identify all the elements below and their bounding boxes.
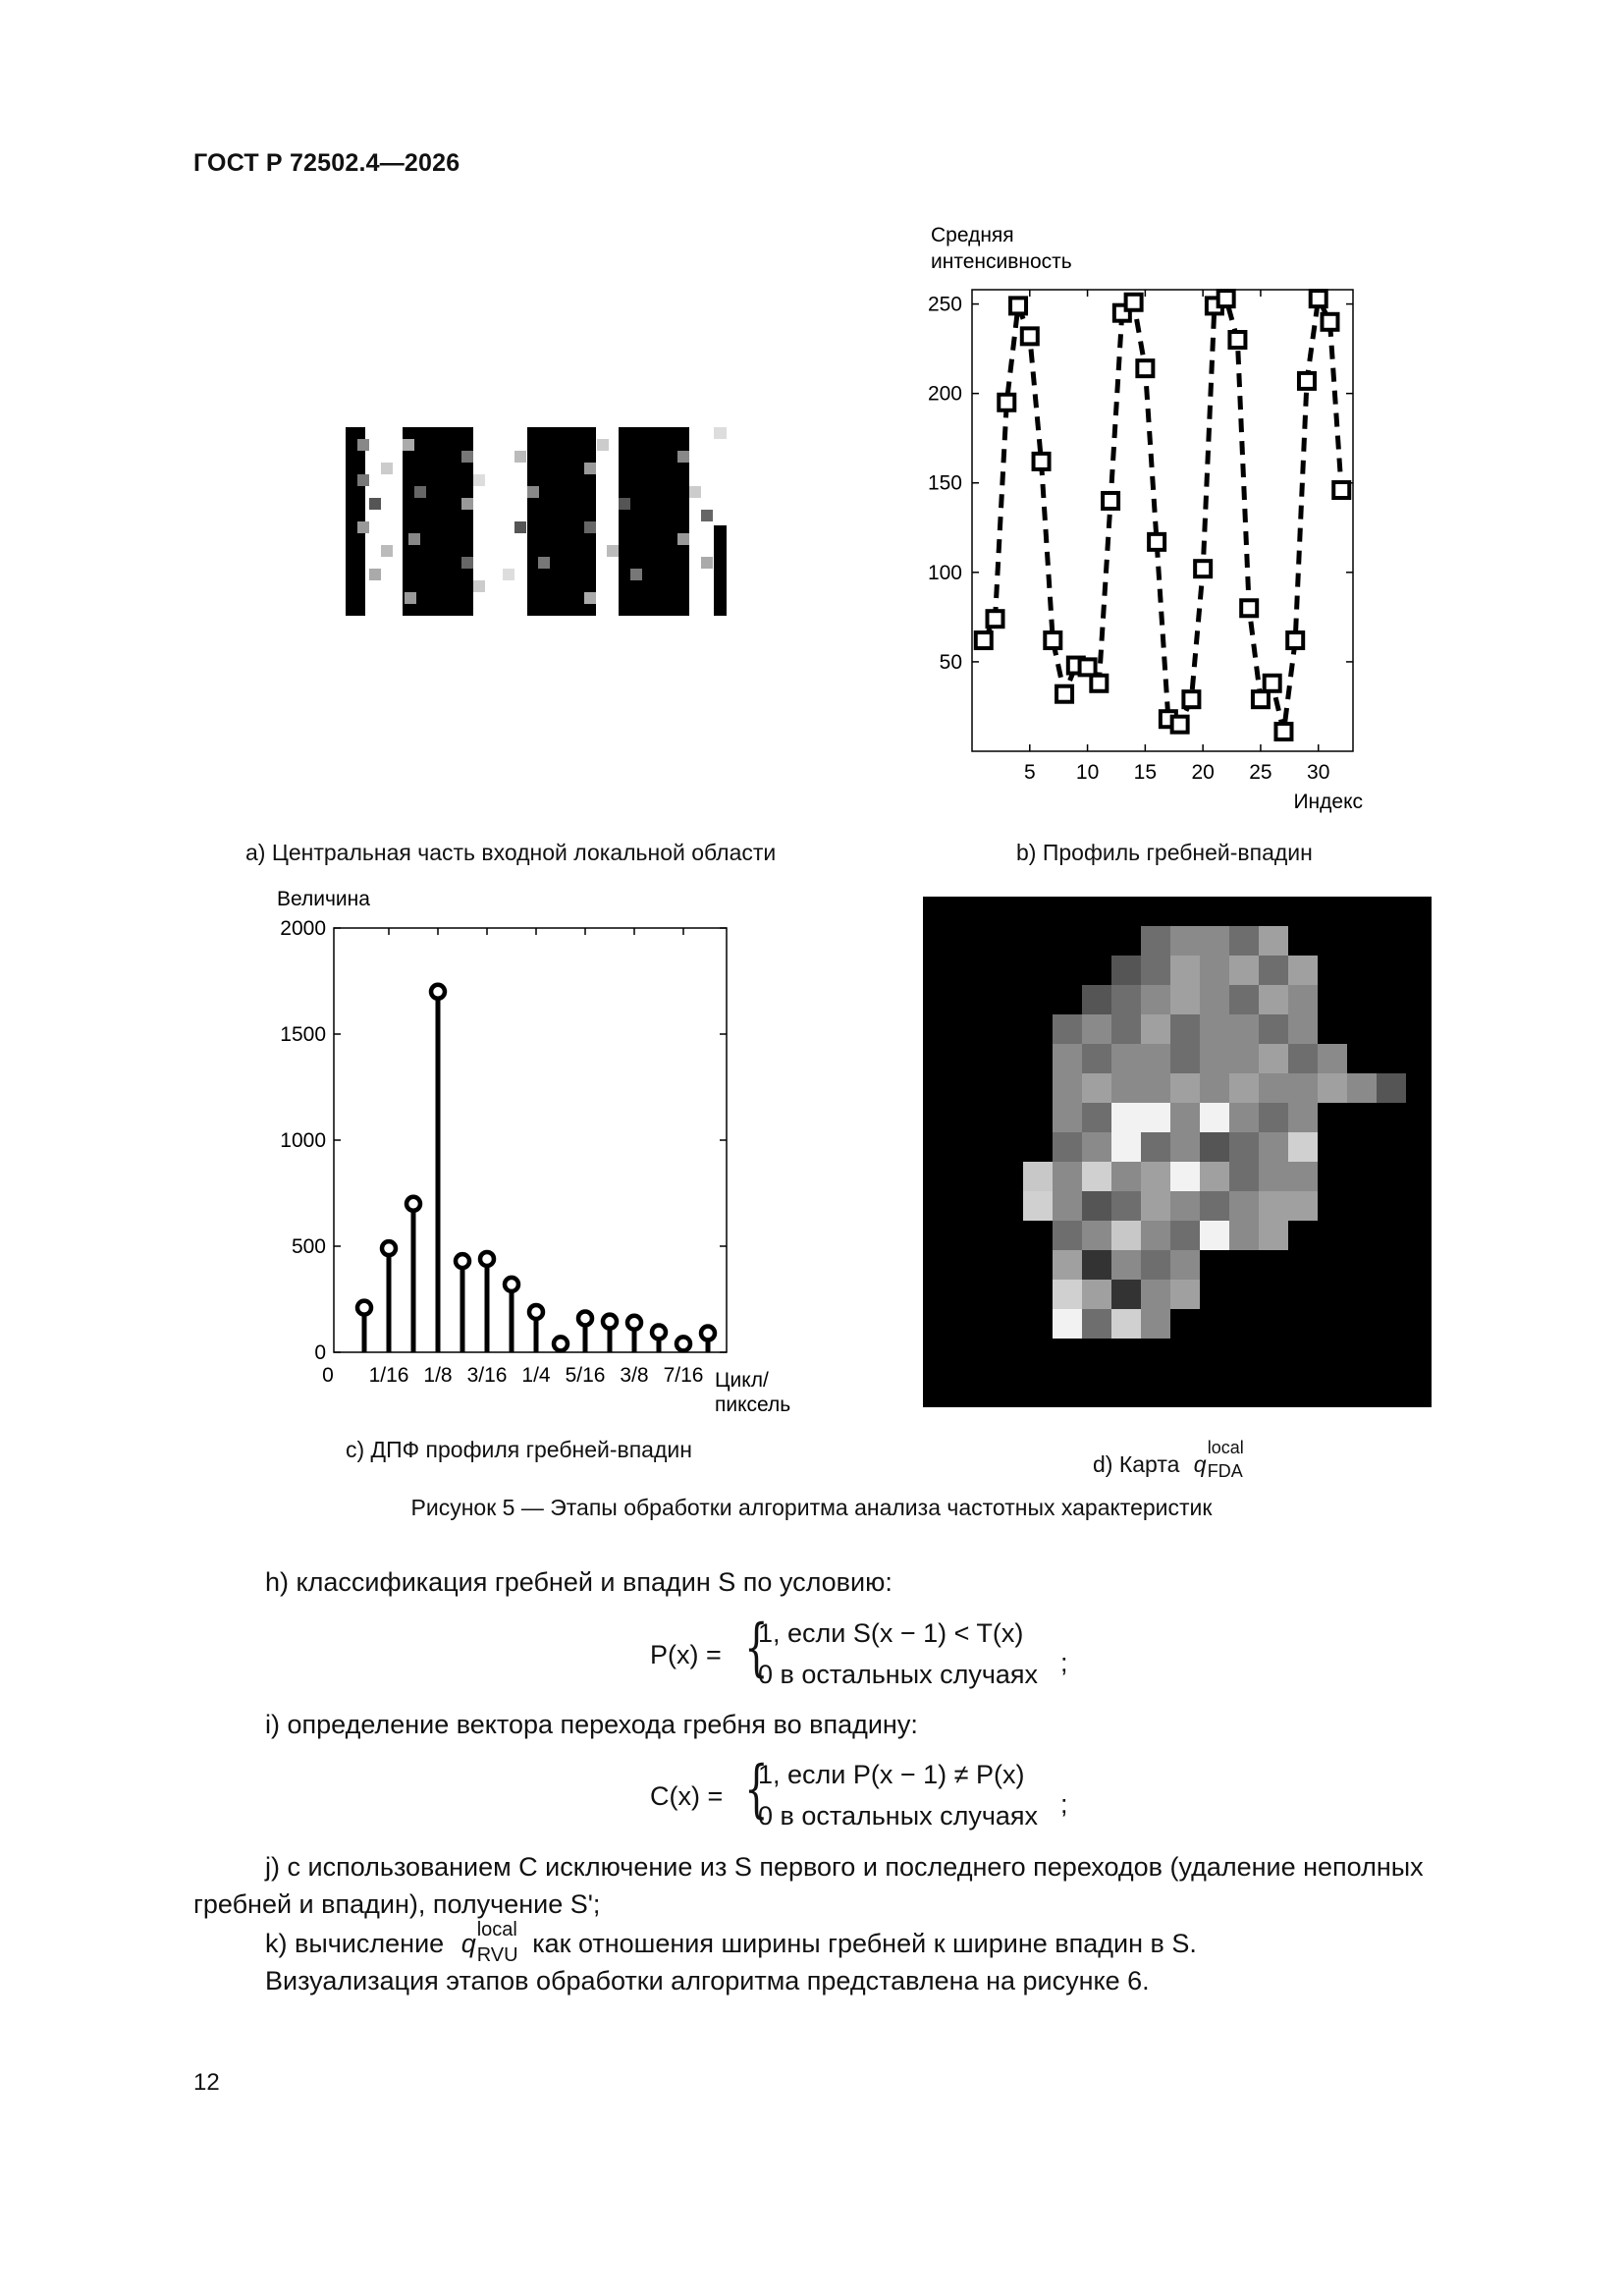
chart-b-data-point xyxy=(1322,314,1337,330)
item-k-prefix: k) вычисление xyxy=(265,1929,445,1958)
chart-c-ytick-label: 1500 xyxy=(280,1023,326,1046)
fda-map-cell xyxy=(1111,1250,1141,1280)
chart-c-ytick-label: 2000 xyxy=(280,917,326,940)
formula-c xyxy=(650,1752,1111,1840)
fda-map-cell xyxy=(1053,1073,1082,1103)
fda-map-cell xyxy=(1082,1162,1111,1191)
formula-c-case2: 0 в остальных случаях xyxy=(758,1801,1039,1831)
fda-map-cell xyxy=(1053,1132,1082,1162)
fda-map-cell xyxy=(1200,1014,1229,1044)
formula-p-lhs: P(x) = xyxy=(650,1640,722,1669)
chart-c-plot-frame xyxy=(334,928,727,1352)
fda-map-cell xyxy=(1111,1280,1141,1309)
fda-map-image xyxy=(923,897,1432,1407)
fda-map-cell xyxy=(1200,1191,1229,1221)
fda-map-cell xyxy=(1082,1280,1111,1309)
fda-map-cell xyxy=(1170,1132,1200,1162)
chart-b-data-point xyxy=(1195,561,1211,576)
fda-map-cell xyxy=(1053,1221,1082,1250)
fda-map-cell xyxy=(1170,1044,1200,1073)
chart-b-xtick-label: 30 xyxy=(1307,761,1330,784)
closing-paragraph: Визуализация этапов обработки алгоритма представлена на рисунке 6. xyxy=(265,1966,1150,1995)
fda-map-cell xyxy=(1347,1073,1377,1103)
chart-c-stem-marker xyxy=(652,1325,666,1339)
chart-b-xtick-label: 20 xyxy=(1191,761,1215,784)
fda-map-cell xyxy=(1053,1250,1082,1280)
fda-map-cell xyxy=(1170,1191,1200,1221)
chart-c-stem-marker xyxy=(505,1278,518,1291)
fda-map-cell xyxy=(1288,1162,1318,1191)
chart-b-data-point xyxy=(1149,534,1164,550)
chart-c-xlabel-2: пиксель xyxy=(715,1394,791,1416)
fda-map-cell xyxy=(1229,1044,1259,1073)
fda-map-cell xyxy=(1111,1191,1141,1221)
caption-d-prefix: d) Карта xyxy=(1093,1451,1180,1477)
fda-map-cell xyxy=(1200,1103,1229,1132)
chart-c-xtick-label: 3/16 xyxy=(466,1364,508,1387)
chart-c-stem-marker xyxy=(529,1305,543,1319)
fda-map-cell xyxy=(1170,1221,1200,1250)
fda-map-cell xyxy=(1229,1073,1259,1103)
fda-map-cell xyxy=(1141,1280,1170,1309)
fda-map-cell xyxy=(1141,1103,1170,1132)
fda-map-cell xyxy=(1288,985,1318,1014)
chart-b-data-point xyxy=(1137,360,1153,376)
fda-map-cell xyxy=(1200,1221,1229,1250)
chart-b-data-point xyxy=(1275,724,1291,739)
fda-map-cell xyxy=(1082,1191,1111,1221)
fda-map-cell xyxy=(1259,1191,1288,1221)
figure-title: Рисунок 5 — Этапы обработки алгоритма анализа частотных характеристик xyxy=(410,1495,1213,1520)
chart-b-ytick-label: 50 xyxy=(939,650,962,674)
fda-map-cell xyxy=(1200,1132,1229,1162)
fda-map-cell xyxy=(1170,1014,1200,1044)
ridge-valley-profile-chart xyxy=(913,221,1443,825)
fda-map-cell xyxy=(1170,1250,1200,1280)
chart-b-data-point xyxy=(1126,295,1142,310)
fda-map-cell xyxy=(1141,985,1170,1014)
chart-b-ylabel-2: интенсивность xyxy=(931,250,1072,273)
chart-c-stem-marker xyxy=(406,1197,420,1211)
item-i-text: i) определение вектора перехода гребня во впадину: xyxy=(265,1710,918,1739)
fda-map-cell xyxy=(1053,1280,1082,1309)
chart-b-data-point xyxy=(1045,632,1060,648)
fda-map-cell xyxy=(1229,1221,1259,1250)
fda-map-cell xyxy=(1318,1044,1347,1073)
item-k xyxy=(265,1919,1197,1966)
fda-map-cell xyxy=(1200,985,1229,1014)
fda-map-cell xyxy=(1082,985,1111,1014)
fda-map-cell xyxy=(1229,1103,1259,1132)
formula-p-tail: ; xyxy=(1060,1648,1068,1677)
fda-map-cell xyxy=(1111,1103,1141,1132)
chart-c-xtick-label: 1/4 xyxy=(521,1364,551,1387)
formula-p xyxy=(650,1611,1111,1699)
fda-map-cell xyxy=(1111,1073,1141,1103)
dft-profile-chart xyxy=(265,884,815,1419)
chart-c-ytick-label: 500 xyxy=(291,1235,326,1258)
fda-map-cell xyxy=(1288,1014,1318,1044)
fda-map-cell xyxy=(1259,1221,1288,1250)
caption-b: b) Профиль гребней-впадин xyxy=(1016,840,1313,865)
chart-b-series-line xyxy=(984,299,1341,732)
chart-c-xlabel-1: Цикл/ xyxy=(715,1369,769,1392)
item-k-suffix: как отношения ширины гребней к ширине впадин в S. xyxy=(532,1929,1197,1958)
chart-b-xtick-label: 15 xyxy=(1133,761,1158,784)
chart-c-ytick-label: 1000 xyxy=(280,1129,326,1152)
fda-map-cell xyxy=(1170,926,1200,956)
chart-c-ylabel: Величина xyxy=(277,888,370,910)
chart-c-stem-marker xyxy=(554,1337,568,1350)
fda-map-cell xyxy=(1170,1103,1200,1132)
chart-c-xtick-label: 7/16 xyxy=(663,1364,704,1387)
fda-map-cell xyxy=(1082,1103,1111,1132)
fda-map-cell xyxy=(1229,1162,1259,1191)
fda-map-cell xyxy=(1053,1044,1082,1073)
chart-b-data-point xyxy=(1229,332,1245,348)
chart-b-data-point xyxy=(1287,632,1303,648)
page-number: 12 xyxy=(193,2069,220,2096)
chart-b-data-point xyxy=(1241,600,1257,616)
q-rvu-symbol: q local RVU xyxy=(460,1919,518,1966)
fda-map-cell xyxy=(1170,1073,1200,1103)
fda-map-cell xyxy=(1170,985,1200,1014)
fda-map-cell xyxy=(1082,1309,1111,1339)
fda-map-cell xyxy=(1170,1162,1200,1191)
fda-map-cell xyxy=(1111,1162,1141,1191)
chart-b-xtick-label: 10 xyxy=(1075,761,1100,784)
fda-map-cell xyxy=(1082,1014,1111,1044)
fda-map-cell xyxy=(1111,1014,1141,1044)
item-j-line1: j) с использованием C исключение из S первого и последнего переходов (удаление неполных xyxy=(265,1852,1424,1882)
item-h-text: h) классификация гребней и впадин S по условию: xyxy=(265,1567,893,1597)
fda-map-cell xyxy=(1023,1162,1053,1191)
chart-b-data-point xyxy=(1034,454,1050,469)
fda-map-cell xyxy=(1111,1132,1141,1162)
formula-c-tail: ; xyxy=(1060,1789,1068,1819)
fda-map-cell xyxy=(1082,1073,1111,1103)
chart-b-data-point xyxy=(1253,691,1269,707)
fda-map-cell xyxy=(1111,956,1141,985)
fda-map-cell xyxy=(1141,956,1170,985)
fda-map-cell xyxy=(1229,926,1259,956)
fda-map-cell xyxy=(1170,1280,1200,1309)
chart-b-data-point xyxy=(1103,493,1118,509)
chart-b-data-point xyxy=(1333,482,1349,498)
fda-map-cell xyxy=(1053,1191,1082,1221)
chart-b-data-point xyxy=(976,632,992,648)
fda-map-cell xyxy=(1200,1044,1229,1073)
fda-map-cell xyxy=(1259,1162,1288,1191)
chart-c-xtick-label: 1/16 xyxy=(368,1364,409,1387)
fda-map-cell xyxy=(1259,1014,1288,1044)
fda-map-cell xyxy=(1141,1309,1170,1339)
chart-b-ylabel-1: Средняя xyxy=(931,224,1014,246)
chart-b-data-point xyxy=(1218,291,1234,306)
fda-map-cell xyxy=(1082,1221,1111,1250)
fda-map-cell xyxy=(1259,926,1288,956)
chart-b-data-point xyxy=(1080,659,1096,675)
chart-c-stem-marker xyxy=(456,1254,469,1268)
caption-a: а) Центральная часть входной локальной области xyxy=(245,840,777,865)
chart-b-ytick-label: 250 xyxy=(927,293,962,316)
chart-c-ytick-label: 0 xyxy=(314,1341,326,1364)
fda-map-cell xyxy=(1318,1073,1347,1103)
fda-map-cell xyxy=(1200,956,1229,985)
fda-map-cell xyxy=(1141,1250,1170,1280)
document-header: ГОСТ Р 72502.4—2026 xyxy=(193,149,460,177)
caption-c: c) ДПФ профиля гребней-впадин xyxy=(346,1437,692,1462)
fda-map-cell xyxy=(1229,985,1259,1014)
fda-map-cell xyxy=(1141,1191,1170,1221)
chart-b-xtick-label: 25 xyxy=(1249,761,1272,784)
fda-map-cell xyxy=(1288,1103,1318,1132)
fda-map-cell xyxy=(1288,1073,1318,1103)
chart-c-stem-marker xyxy=(578,1311,592,1325)
fda-map-cell xyxy=(1200,1073,1229,1103)
chart-b-data-point xyxy=(1183,691,1199,707)
fda-map-cell xyxy=(1141,1162,1170,1191)
fda-map-cell xyxy=(1170,956,1200,985)
formula-p-case1: 1, если S(x − 1) < T(x) xyxy=(758,1618,1024,1648)
chart-c-stem-marker xyxy=(701,1327,715,1340)
fda-map-cell xyxy=(1141,1132,1170,1162)
chart-b-data-point xyxy=(1091,676,1107,691)
fda-map-cell xyxy=(1288,1191,1318,1221)
fda-map-cell xyxy=(1259,985,1288,1014)
fda-map-cell xyxy=(1141,1073,1170,1103)
fda-map-cell xyxy=(1111,985,1141,1014)
chart-b-ytick-label: 200 xyxy=(927,382,962,406)
fda-map-cell xyxy=(1053,1014,1082,1044)
formula-c-lhs: C(x) = xyxy=(650,1781,724,1811)
fda-map-cell xyxy=(1141,1014,1170,1044)
fda-map-cell xyxy=(1141,1044,1170,1073)
fda-map-cell xyxy=(1229,1132,1259,1162)
chart-b-xlabel: Индекс xyxy=(1293,791,1363,813)
fda-map-cell xyxy=(1229,1191,1259,1221)
chart-b-plot-frame xyxy=(972,290,1353,751)
item-j-line2: гребней и впадин), получение S'; xyxy=(193,1889,601,1919)
chart-b-data-point xyxy=(1056,686,1072,702)
chart-b-data-point xyxy=(1311,291,1326,306)
chart-b-ytick-label: 100 xyxy=(927,561,962,584)
fda-map-cell xyxy=(1377,1073,1406,1103)
chart-b-data-point xyxy=(1299,373,1315,389)
chart-b-data-point xyxy=(1010,298,1026,313)
q-fda-symbol: q local FDA xyxy=(1193,1438,1244,1481)
fda-map-cell xyxy=(1053,1103,1082,1132)
fda-map-cell xyxy=(1259,956,1288,985)
fda-map-cell xyxy=(1200,926,1229,956)
chart-c-stem-marker xyxy=(382,1241,396,1255)
fda-map-cell xyxy=(1288,1132,1318,1162)
chart-b-xtick-label: 5 xyxy=(1023,761,1036,784)
fda-map-cell xyxy=(1288,956,1318,985)
chart-b-ytick-label: 150 xyxy=(927,471,962,495)
fda-map-cell xyxy=(1288,1044,1318,1073)
fda-map-cell xyxy=(1259,1073,1288,1103)
caption-d xyxy=(1093,1438,1244,1481)
fda-map-cell xyxy=(1023,1191,1053,1221)
fda-map-cell xyxy=(1229,1014,1259,1044)
chart-c-stem-marker xyxy=(603,1315,617,1329)
chart-b-data-point xyxy=(1172,717,1188,733)
fda-map-cell xyxy=(1111,1221,1141,1250)
chart-c-xtick-label: 5/16 xyxy=(565,1364,606,1387)
chart-c-stem-marker xyxy=(627,1316,641,1330)
fingerprint-local-region-image xyxy=(346,427,727,616)
chart-c-stem-marker xyxy=(357,1301,371,1315)
fda-map-cell xyxy=(1053,1162,1082,1191)
chart-b-data-point xyxy=(988,611,1003,627)
fda-map-cell xyxy=(1082,1132,1111,1162)
fda-map-cell xyxy=(1259,1132,1288,1162)
chart-c-stem-marker xyxy=(431,985,445,999)
fda-map-cell xyxy=(1111,1044,1141,1073)
chart-b-data-point xyxy=(999,395,1014,410)
fda-map-cell xyxy=(1200,1162,1229,1191)
fda-map-cell xyxy=(1082,1044,1111,1073)
fda-map-cell xyxy=(1259,1103,1288,1132)
formula-c-brace: { xyxy=(744,1753,769,1826)
formula-p-case2: 0 в остальных случаях xyxy=(758,1660,1039,1689)
fda-map-cell xyxy=(1111,1309,1141,1339)
fda-map-cell xyxy=(1053,1309,1082,1339)
fda-map-cell xyxy=(1082,1250,1111,1280)
fda-map-cell xyxy=(1259,1044,1288,1073)
chart-c-stem-marker xyxy=(676,1337,690,1350)
fda-map-cell xyxy=(1141,926,1170,956)
chart-b-data-point xyxy=(1022,328,1038,344)
chart-c-stem-marker xyxy=(480,1252,494,1266)
formula-p-brace: { xyxy=(744,1612,769,1684)
formula-c-case1: 1, если P(x − 1) ≠ P(x) xyxy=(758,1760,1025,1789)
chart-c-xtick-label: 1/8 xyxy=(423,1364,453,1387)
chart-c-xtick-label: 0 xyxy=(322,1364,334,1387)
chart-b-data-point xyxy=(1265,676,1280,691)
fda-map-cell xyxy=(1229,956,1259,985)
chart-c-xtick-label: 3/8 xyxy=(620,1364,649,1387)
fda-map-cell xyxy=(1141,1221,1170,1250)
